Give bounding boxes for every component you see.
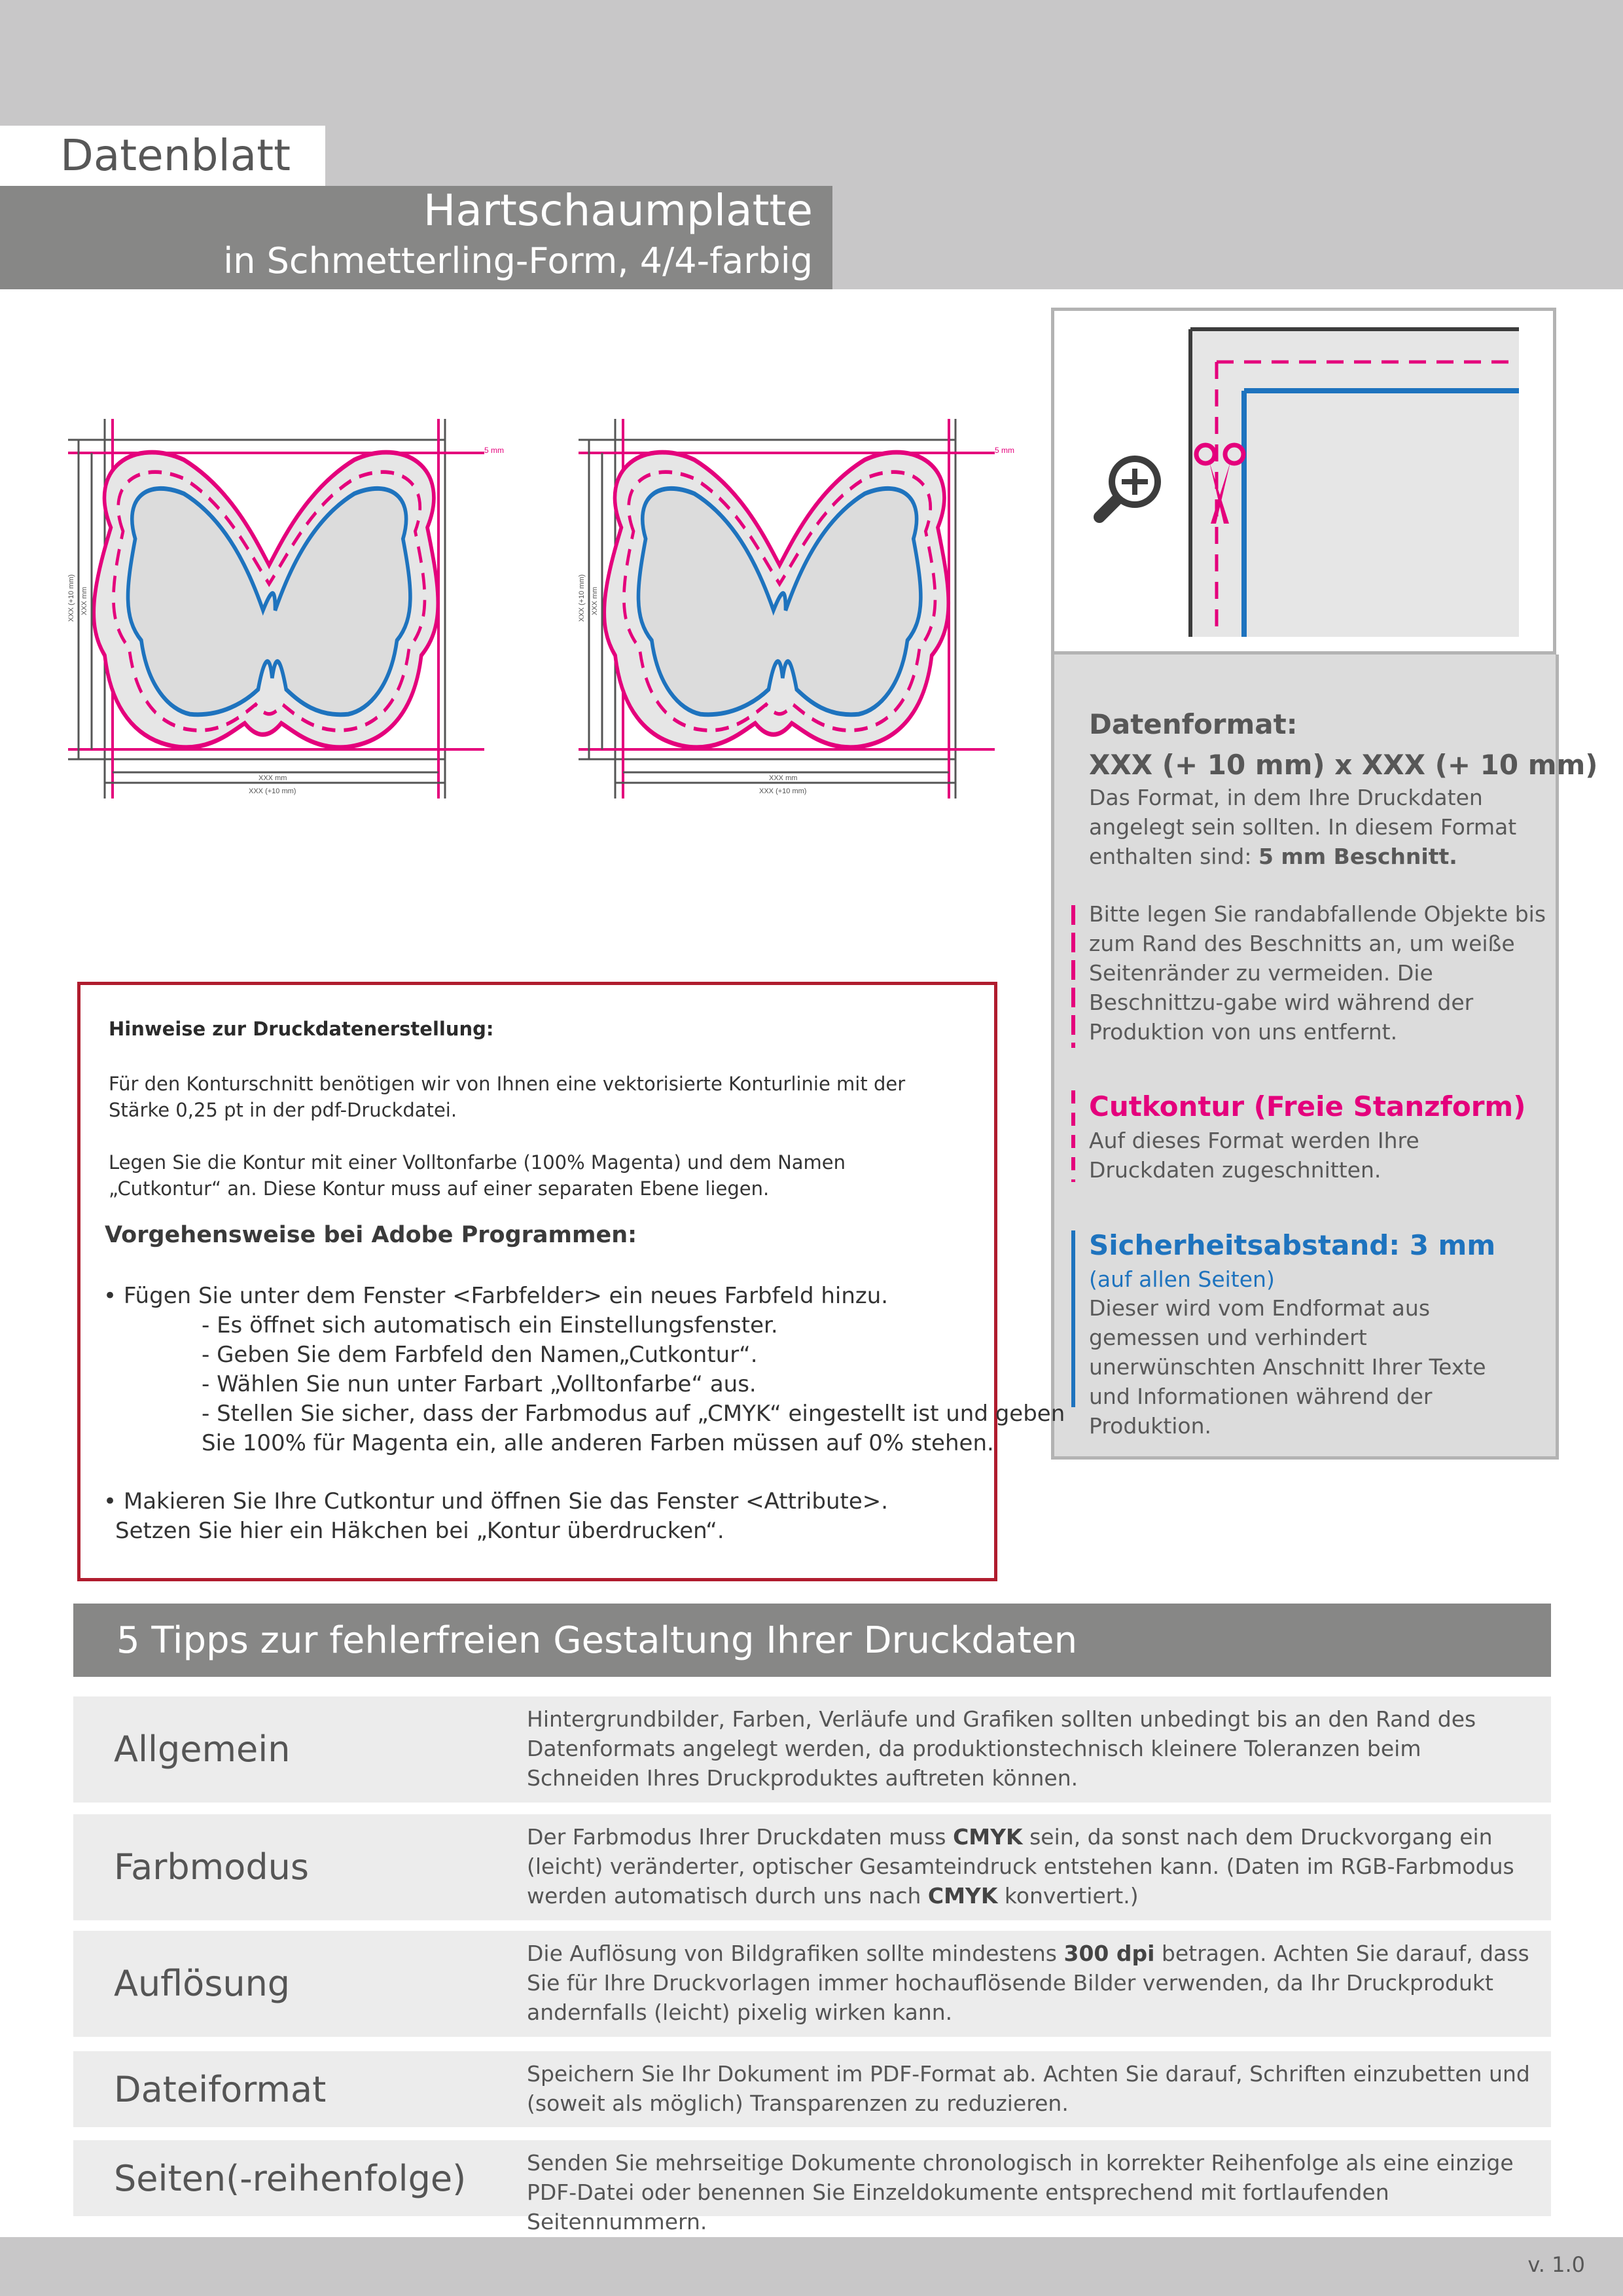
dim-top-left: 5 mm <box>484 446 504 455</box>
adobe-heading: Vorgehensweise bei Adobe Programmen: <box>105 1222 637 1248</box>
cutkontur-text: Auf dieses Format werden Ihre Druckdaten zugeschnitten. <box>1089 1128 1419 1183</box>
datenformat-heading: Datenformat: <box>1089 708 1298 740</box>
dim-width-inner-right: XXX mm <box>769 774 798 782</box>
cut-marker <box>1071 1090 1075 1182</box>
dim-width-outer-left: XXX (+10 mm) <box>249 787 296 795</box>
tip-row-farbmodus <box>73 1814 1551 1920</box>
datenformat-text: Das Format, in dem Ihre Druckdaten angelegt sein sollten. In diesem Format enthalten sind: 5 mm Beschnitt. <box>1089 785 1517 869</box>
product-subtitle: in Schmetterling-Form, 4/4-farbig <box>223 240 813 281</box>
step-1b: - Geben Sie dem Farbfeld den Namen„Cutkontur“. <box>202 1342 758 1368</box>
step-2a: Setzen Sie hier ein Häkchen bei „Kontur überdrucken“. <box>115 1518 724 1544</box>
dim-height-inner-right: XXX mm <box>591 586 599 615</box>
product-title: Hartschaumplatte <box>423 185 813 236</box>
tip-text: Senden Sie mehrseitige Dokumente chronologisch in korrekter Reihenfolge als eine einzige PDF-Datei oder benennen Sie Einzeldokumente entsprechend mit fortlaufenden Seitennummern. <box>527 2150 1514 2234</box>
step-1: • Fügen Sie unter dem Fenster <Farbfelder> ein neues Farbfeld hinzu. <box>103 1283 889 1309</box>
dim-top-right: 5 mm <box>995 446 1014 455</box>
footer-band <box>0 2237 1623 2296</box>
bleed-text: Bitte legen Sie randabfallende Objekte bis zum Rand des Beschnitts an, um weiße Seitenränder zu vermeiden. Die Beschnittzu-gabe wird während der Produktion von uns entfernt. <box>1089 901 1546 1045</box>
tips-title: 5 Tipps zur fehlerfreien Gestaltung Ihrer Druckdaten <box>116 1619 1078 1662</box>
cutkontur-heading: Cutkontur (Freie Stanzform) <box>1089 1090 1526 1122</box>
scissors-icon <box>1191 439 1250 530</box>
tip-text: Speichern Sie Ihr Dokument im PDF-Format ab. Achten Sie darauf, Schriften einzubetten und (soweit als möglich) Transparenzen zu reduzieren. <box>527 2061 1530 2116</box>
tip-label: Farbmodus <box>114 1846 309 1888</box>
safety-subheading: (auf allen Seiten) <box>1089 1266 1275 1292</box>
hints-paragraph-2: Legen Sie die Kontur mit einer Volltonfarbe (100% Magenta) und dem Namen „Cutkontur“ an. Diese Kontur muss auf einer separaten Ebene liegen. <box>109 1151 846 1200</box>
datenblatt-label: Datenblatt <box>60 130 291 181</box>
step-1d: - Stellen Sie sicher, dass der Farbmodus auf „CMYK“ eingestellt ist und geben <box>202 1401 1065 1427</box>
dim-height-outer-right: XXX (+10 mm) <box>578 574 586 622</box>
tip-row-allgemein <box>73 1696 1551 1803</box>
adobe-steps <box>103 1282 1065 1458</box>
safety-text: Dieser wird vom Endformat aus gemessen und verhindert unerwünschten Anschnitt Ihrer Texte und Informationen während der Produktion. <box>1089 1295 1486 1439</box>
dim-width-inner-left: XXX mm <box>259 774 287 782</box>
tip-row-dateiformat <box>73 2051 1551 2127</box>
dim-width-outer-right: XXX (+10 mm) <box>759 787 807 795</box>
dim-height-inner-left: XXX mm <box>80 586 88 615</box>
bleed-marker <box>1071 905 1075 1048</box>
tip-row-seiten <box>73 2140 1551 2234</box>
step-1e: Sie 100% für Magenta ein, alle anderen Farben müssen auf 0% stehen. <box>202 1430 994 1456</box>
tip-label: Auflösung <box>114 1963 291 2004</box>
tip-text: Der Farbmodus Ihrer Druckdaten muss CMYK sein, da sonst nach dem Druckvorgang ein (leicht) veränderter, optischer Gesamteindruck entstehen kann. (Daten im RGB-Farbmodus werden automatisch durch uns nach CMYK konvertiert.) <box>527 1824 1514 1909</box>
hints-paragraph-1: Für den Konturschnitt benötigen wir von Ihnen eine vektorisierte Konturlinie mit der Stärke 0,25 pt in der pdf-Druckdatei. <box>109 1073 906 1121</box>
tip-row-aufloesung <box>73 1931 1551 2037</box>
dim-height-outer-left: XXX (+10 mm) <box>67 574 75 622</box>
tip-label: Seiten(-reihenfolge) <box>114 2158 467 2199</box>
safety-heading: Sicherheitsabstand: 3 mm <box>1089 1229 1496 1261</box>
zoom-in-icon <box>1080 445 1171 537</box>
step-1c: - Wählen Sie nun unter Farbart „Volltonfarbe“ aus. <box>202 1371 757 1397</box>
butterfly-diagram-right <box>579 419 995 798</box>
datenformat-size: XXX (+ 10 mm) x XXX (+ 10 mm) <box>1089 749 1598 781</box>
butterfly-diagrams <box>65 406 1034 812</box>
hints-title: Hinweise zur Druckdatenerstellung: <box>109 1018 494 1040</box>
tip-label: Dateiformat <box>114 2069 327 2110</box>
attribute-steps <box>103 1487 987 1546</box>
tip-text: Hintergrundbilder, Farben, Verläufe und Grafiken sollten unbedingt bis an den Rand des Datenformats angelegt werden, da produktionstechnisch kleinere Toleranzen beim Schneiden Ihres Druckproduktes auftreten können. <box>527 1706 1476 1791</box>
tip-label: Allgemein <box>114 1729 291 1770</box>
tip-text: Die Auflösung von Bildgrafiken sollte mindestens 300 dpi betragen. Achten Sie darauf, dass Sie für Ihre Druckvorlagen immer hochauflösende Bilder verwenden, da Ihr Druckprodukt andernfalls (leicht) pixelig wirken kann. <box>527 1941 1529 2025</box>
version-label: v. 1.0 <box>1527 2252 1585 2277</box>
step-2: • Makieren Sie Ihre Cutkontur und öffnen Sie das Fenster <Attribute>. <box>103 1488 889 1515</box>
step-1a: - Es öffnet sich automatisch ein Einstellungsfenster. <box>202 1312 778 1338</box>
butterfly-diagram-left <box>68 419 484 798</box>
safety-marker <box>1071 1230 1075 1407</box>
